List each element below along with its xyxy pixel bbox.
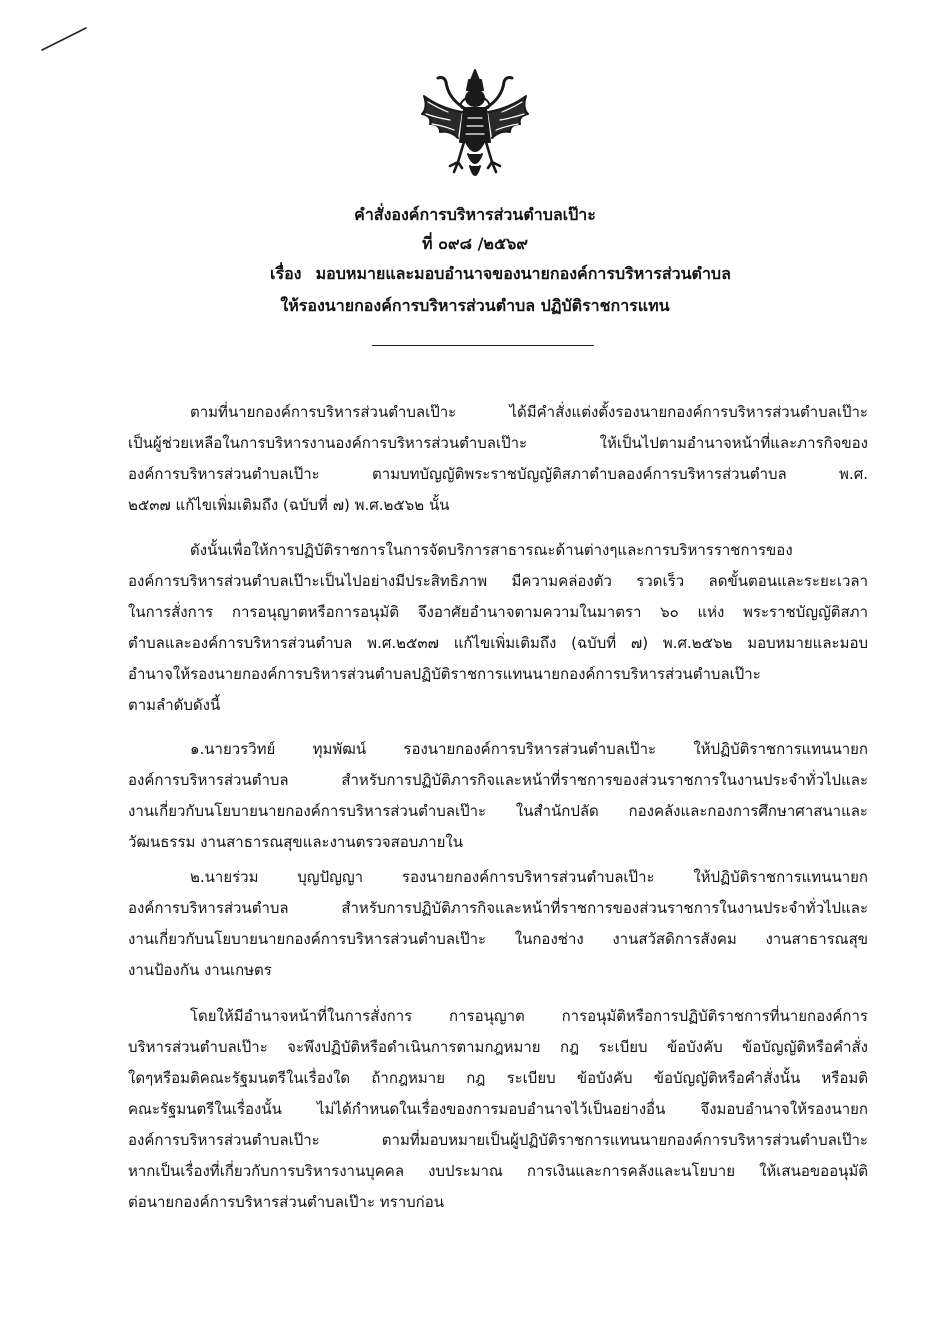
subject-text-line-1: มอบหมายและมอบอำนาจของนายกองค์การบริหารส่วนตำบล — [315, 264, 731, 283]
paragraph-line: ๒.นายร่วม บุญปัญญา รองนายกองค์การบริหารส่วนตำบลเป๊าะ ให้ปฏิบัติราชการแทนนายก — [190, 868, 868, 886]
paragraph-line: ตำบลและองค์การบริหารส่วนตำบล พ.ศ.๒๕๓๗ แก้ไขเพิ่มเติมถึง (ฉบับที่ ๗) พ.ศ.๒๕๖๒ มอบหมายและมอบ — [128, 634, 868, 652]
subject-label: เรื่อง — [270, 264, 302, 283]
paragraph-line: ๑.นายวรวิทย์ ทุมพัฒน์ รองนายกองค์การบริหารส่วนตำบลเป๊าะ ให้ปฏิบัติราชการแทนนายก — [190, 740, 868, 758]
paragraph-authority — [128, 1001, 868, 1218]
order-number: ที่ ๐๙๘ /๒๕๖๙ — [422, 234, 528, 253]
paragraph-delegation — [128, 535, 868, 721]
paragraph-line: องค์การบริหารส่วนตำบลเป๊าะ ตามบทบัญญัติพระราชบัญญัติสภาตำบลองค์การบริหารส่วนตำบล พ.ศ. — [128, 465, 868, 483]
paragraph-intro — [128, 397, 868, 521]
paragraph-line: งานเกี่ยวกับนโยบายนายกองค์การบริหารส่วนตำบลเป๊าะ ในกองช่าง งานสวัสดิการสังคม งานสาธารณสุข — [128, 930, 868, 948]
paragraph-line: วัฒนธรรม งานสาธารณสุขและงานตรวจสอบภายใน — [128, 833, 463, 851]
paragraph-line: ใดๆหรือมติคณะรัฐมนตรีในเรื่องใด ถ้ากฎหมาย กฎ ระเบียบ ข้อบังคับ ข้อบัญญัติหรือคำสั่งนั้น หรือมติ — [128, 1069, 868, 1087]
subject-line — [270, 260, 731, 288]
paragraph-line: งานป้องกัน งานเกษตร — [128, 961, 272, 979]
paragraph-line: อำนาจให้รองนายกองค์การบริหารส่วนตำบลปฏิบัติราชการแทนนายกองค์การบริหารส่วนตำบลเป๊าะ — [128, 665, 761, 683]
paragraph-line: ในการสั่งการ การอนุญาตหรือการอนุมัติ จึงอาศัยอำนาจตามความในมาตรา ๖๐ แห่ง พระราชบัญญัติสภา — [128, 603, 868, 621]
paragraph-line: ต่อนายกองค์การบริหารส่วนตำบลเป๊าะ ทราบก่อน — [128, 1193, 445, 1211]
paragraph-line: บริหารส่วนตำบลเป๊าะ จะพึงปฏิบัติหรือดำเนินการตามกฎหมาย กฎ ระเบียบ ข้อบังคับ ข้อบัญญัติหรือคำสั่ง — [128, 1038, 868, 1056]
paragraph-line: เป็นผู้ช่วยเหลือในการบริหารงานองค์การบริหารส่วนตำบลเป๊าะ ให้เป็นไปตามอำนาจหน้าที่และภารกิจของ — [128, 434, 868, 452]
paragraph-line: งานเกี่ยวกับนโยบายนายกองค์การบริหารส่วนตำบลเป๊าะ ในสำนักปลัด กองคลังและกองการศึกษาศาสนาและ — [128, 802, 868, 820]
paragraph-line: องค์การบริหารส่วนตำบล สำหรับการปฏิบัติภารกิจและหน้าที่ราชการของส่วนราชการในงานประจำทั่วไปและ — [128, 771, 868, 789]
order-title: คำสั่งองค์การบริหารส่วนตำบลเป๊าะ — [354, 205, 596, 224]
paragraph-line: องค์การบริหารส่วนตำบลเป๊าะ ตามที่มอบหมายเป็นผู้ปฏิบัติราชการแทนนายกองค์การบริหารส่วนตำบลเป๊าะ — [128, 1131, 868, 1149]
paragraph-line: หากเป็นเรื่องที่เกี่ยวกับการบริหารงานบุคคล งบประมาณ การเงินและการคลังและนโยบาย ให้เสนอขออนุมัติ — [128, 1162, 868, 1180]
paragraph-line: โดยให้มีอำนาจหน้าที่ในการสั่งการ การอนุญาต การอนุมัติหรือการปฏิบัติราชการที่นายกองค์การ — [190, 1007, 868, 1025]
garuda-emblem-icon — [418, 68, 532, 188]
pen-stroke-mark — [40, 24, 90, 54]
paragraph-line: คณะรัฐมนตรีในเรื่องนั้น ไม่ได้กำหนดในเรื่องของการมอบอำนาจไว้เป็นอย่างอื่น จึงมอบอำนาจให้รองนายก — [128, 1100, 868, 1118]
paragraph-line: ดังนั้นเพื่อให้การปฏิบัติราชการในการจัดบริการสาธารณะด้านต่างๆและการบริหารราชการของ — [190, 541, 793, 559]
paragraph-line: องค์การบริหารส่วนตำบล สำหรับการปฏิบัติภารกิจและหน้าที่ราชการของส่วนราชการในงานประจำทั่วไปและ — [128, 899, 868, 917]
paragraph-line: ๒๕๓๗ แก้ไขเพิ่มเติมถึง (ฉบับที่ ๗) พ.ศ.๒๕๖๒ นั้น — [128, 496, 450, 514]
paragraph-line: ตามที่นายกองค์การบริหารส่วนตำบลเป๊าะ ได้มีคำสั่งแต่งตั้งรองนายกองค์การบริหารส่วนตำบลเป๊าะ — [190, 403, 868, 421]
paragraph-item-1 — [128, 734, 868, 858]
paragraph-item-2 — [128, 862, 868, 986]
subject-text-line-2: ให้รองนายกองค์การบริหารส่วนตำบล ปฏิบัติราชการแทน — [280, 296, 670, 315]
paragraph-line: ตามลำดับดังนี้ — [128, 696, 221, 714]
header-divider — [372, 345, 594, 346]
paragraph-line: องค์การบริหารส่วนตำบลเป๊าะเป็นไปอย่างมีประสิทธิภาพ มีความคล่องตัว รวดเร็ว ลดขั้นตอนและระยะเวลา — [128, 572, 868, 590]
